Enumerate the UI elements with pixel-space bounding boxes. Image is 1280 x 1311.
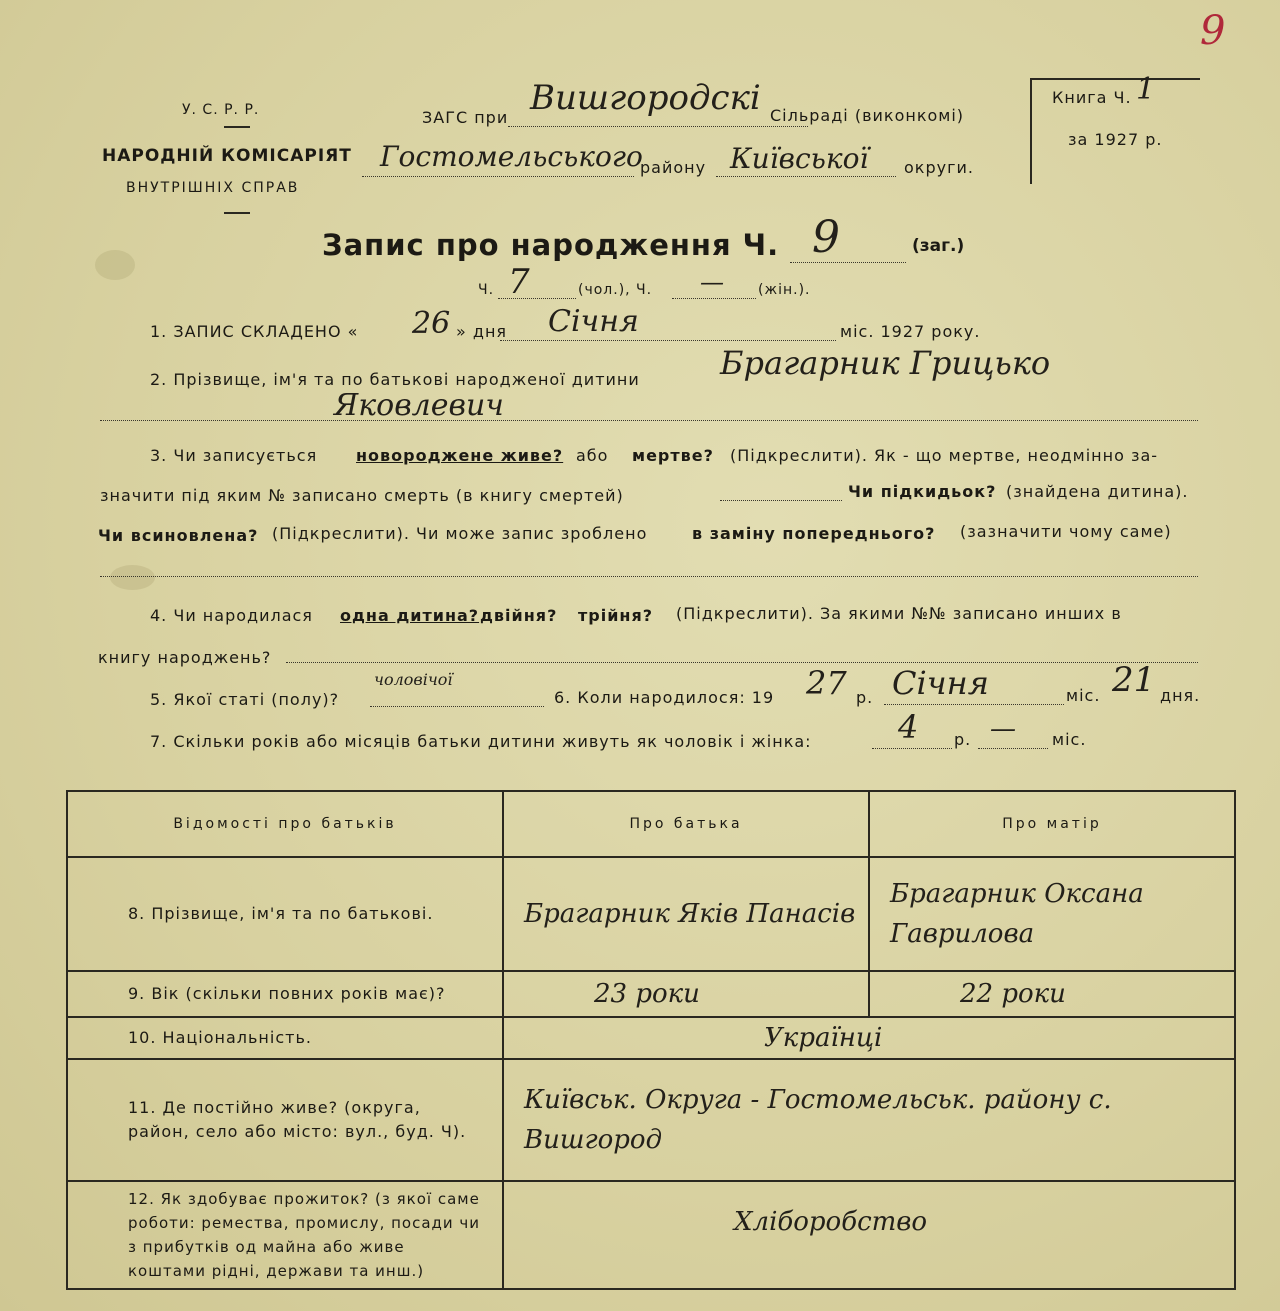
item3-text-3: (знайдена дитина). bbox=[1006, 482, 1189, 501]
father-name: Брагарник Яків Панасів bbox=[503, 857, 869, 971]
item7-years-handwritten: 4 bbox=[898, 708, 919, 746]
female-count-handwritten: — bbox=[700, 268, 724, 296]
item4-text: (Підкреслити). За якими №№ записано инших в bbox=[676, 604, 1122, 623]
fill-line bbox=[286, 662, 1198, 663]
item4-twins-option: двійня? bbox=[480, 606, 558, 625]
fill-line bbox=[872, 748, 952, 749]
book-label: Книга Ч. bbox=[1052, 88, 1132, 107]
ch-label: Ч. bbox=[478, 282, 495, 298]
zag-label: (заг.) bbox=[912, 236, 965, 256]
item1-label-b: » дня bbox=[456, 322, 508, 341]
table-header-row bbox=[67, 791, 1235, 857]
record-title: Запис про народження Ч. bbox=[322, 228, 780, 262]
item6-r: р. bbox=[856, 688, 874, 707]
divider bbox=[224, 126, 250, 128]
item3-live-option: новороджене живе? bbox=[356, 446, 564, 465]
fill-line bbox=[500, 340, 836, 341]
item3-adopted: Чи всиновлена? bbox=[98, 526, 259, 545]
fill-line bbox=[498, 298, 576, 299]
divider bbox=[224, 212, 250, 214]
item3-label: 3. Чи записується bbox=[150, 446, 318, 465]
header-info: Відомості про батьків bbox=[67, 791, 503, 857]
item7-r: р. bbox=[954, 730, 972, 749]
raion-label: району bbox=[640, 158, 707, 177]
header-mother: Про матір bbox=[869, 791, 1235, 857]
item1-label-c: міс. 1927 року. bbox=[840, 322, 981, 341]
row-label: 9. Вік (скільки повних років має)? bbox=[67, 971, 503, 1017]
okrug-handwritten: Київської bbox=[730, 142, 869, 175]
row-label: 12. Як здобуває прожиток? (з якої саме роботи: ремества, промислу, посади чи з прибутків од майна або живе коштами рідні, держави та инш.) bbox=[67, 1181, 503, 1289]
parents-table bbox=[66, 790, 1236, 1290]
row-label: 11. Де постійно живе? (округа, район, село або місто: вул., буд. Ч). bbox=[67, 1059, 503, 1181]
item6-mis: міс. bbox=[1066, 686, 1101, 705]
mother-name: Брагарник Оксана Гаврилова bbox=[869, 857, 1235, 971]
raion-handwritten: Гостомельського bbox=[380, 140, 643, 173]
child-name-handwritten: Брагарник Грицько bbox=[720, 344, 1051, 382]
nationality: Українці bbox=[503, 1017, 1235, 1059]
commissariat-label: НАРОДНІЙ КОМІСАРІЯТ bbox=[102, 146, 352, 166]
record-number-handwritten: 9 bbox=[812, 212, 840, 263]
fill-line bbox=[790, 262, 906, 263]
fill-line bbox=[100, 420, 1198, 421]
item7-label: 7. Скільки років або місяців батьки дитини живуть як чоловік і жінка: bbox=[150, 732, 812, 751]
item3-foundling: Чи підкидьок? bbox=[848, 482, 997, 501]
table-row bbox=[67, 971, 1235, 1017]
occupation: Хліборобство bbox=[503, 1181, 1235, 1289]
book-number-handwritten: 1 bbox=[1136, 72, 1156, 107]
item2-label: 2. Прізвище, ім'я та по батькові народженої дитини bbox=[150, 370, 640, 389]
item6-year-handwritten: 27 bbox=[806, 664, 847, 702]
item3-replacement: в заміну попереднього? bbox=[692, 524, 936, 543]
fill-line bbox=[672, 298, 756, 299]
page-number-red: 9 bbox=[1200, 8, 1226, 54]
dept-label: ВНУТРІШНІХ СПРАВ bbox=[126, 180, 300, 196]
header-father: Про батька bbox=[503, 791, 869, 857]
fill-line bbox=[884, 704, 1064, 705]
item3-or: або bbox=[576, 446, 609, 465]
item6-dnia: дня. bbox=[1160, 686, 1201, 705]
republic-label: У. С. Р. Р. bbox=[182, 102, 260, 118]
fill-line bbox=[362, 176, 634, 177]
item7-mis: міс. bbox=[1052, 730, 1087, 749]
item1-day-handwritten: 26 bbox=[412, 306, 451, 341]
fill-line bbox=[716, 176, 896, 177]
fill-line bbox=[370, 706, 544, 707]
zags-village-handwritten: Вишгородскі bbox=[530, 78, 761, 118]
stain bbox=[95, 250, 135, 280]
fill-line bbox=[978, 748, 1048, 749]
item6-month-handwritten: Січня bbox=[892, 664, 989, 702]
father-age: 23 роки bbox=[503, 971, 869, 1017]
zags-label: ЗАГС при bbox=[422, 108, 509, 127]
fill-line bbox=[508, 126, 808, 127]
residence: Київськ. Округа - Гостомельськ. району с. Вишгород bbox=[503, 1059, 1235, 1181]
child-patronymic-handwritten: Яковлевич bbox=[334, 388, 504, 423]
table-row bbox=[67, 1017, 1235, 1059]
zhin-label: (жін.). bbox=[758, 282, 811, 298]
item3-text: (Підкреслити). Як - що мертве, неодмінно за- bbox=[730, 446, 1159, 465]
item7-months-handwritten: — bbox=[990, 714, 1016, 744]
okrug-label: округи. bbox=[904, 158, 974, 177]
table-row bbox=[67, 1059, 1235, 1181]
item1-label: 1. ЗАПИС СКЛАДЕНО « bbox=[150, 322, 359, 341]
row-label: 8. Прізвище, ім'я та по батькові. bbox=[67, 857, 503, 971]
item3-text-5: (зазначити чому саме) bbox=[960, 522, 1172, 541]
item5-sex-handwritten: чоловічої bbox=[374, 670, 453, 689]
item3-text-2: значити під яким № записано смерть (в книгу смертей) bbox=[100, 486, 624, 505]
item3-text-4: (Підкреслити). Чи може запис зроблено bbox=[272, 524, 648, 543]
chol-label: (чол.), Ч. bbox=[578, 282, 653, 298]
item3-dead-option: мертве? bbox=[632, 446, 714, 465]
item5-label: 5. Якої статі (полу)? bbox=[150, 690, 340, 709]
fill-line bbox=[100, 576, 1198, 577]
item4-label: 4. Чи народилася bbox=[150, 606, 313, 625]
row-label: 10. Національність. bbox=[67, 1017, 503, 1059]
item4-text-2: книгу народжень? bbox=[98, 648, 272, 667]
table-row bbox=[67, 1181, 1235, 1289]
item4-triplets-option: трійня? bbox=[578, 606, 654, 625]
item1-month-handwritten: Січня bbox=[548, 304, 639, 339]
item4-one-option: одна дитина? bbox=[340, 606, 480, 625]
mother-age: 22 роки bbox=[869, 971, 1235, 1017]
stain bbox=[110, 565, 155, 590]
table-row bbox=[67, 857, 1235, 971]
book-year: за 1927 р. bbox=[1068, 130, 1163, 149]
silradi-label: Сільраді (виконкомі) bbox=[770, 106, 965, 125]
item6-label: 6. Коли народилося: 19 bbox=[554, 688, 775, 707]
item6-day-handwritten: 21 bbox=[1112, 660, 1156, 700]
male-count-handwritten: 7 bbox=[508, 262, 530, 302]
fill-line bbox=[720, 500, 842, 501]
